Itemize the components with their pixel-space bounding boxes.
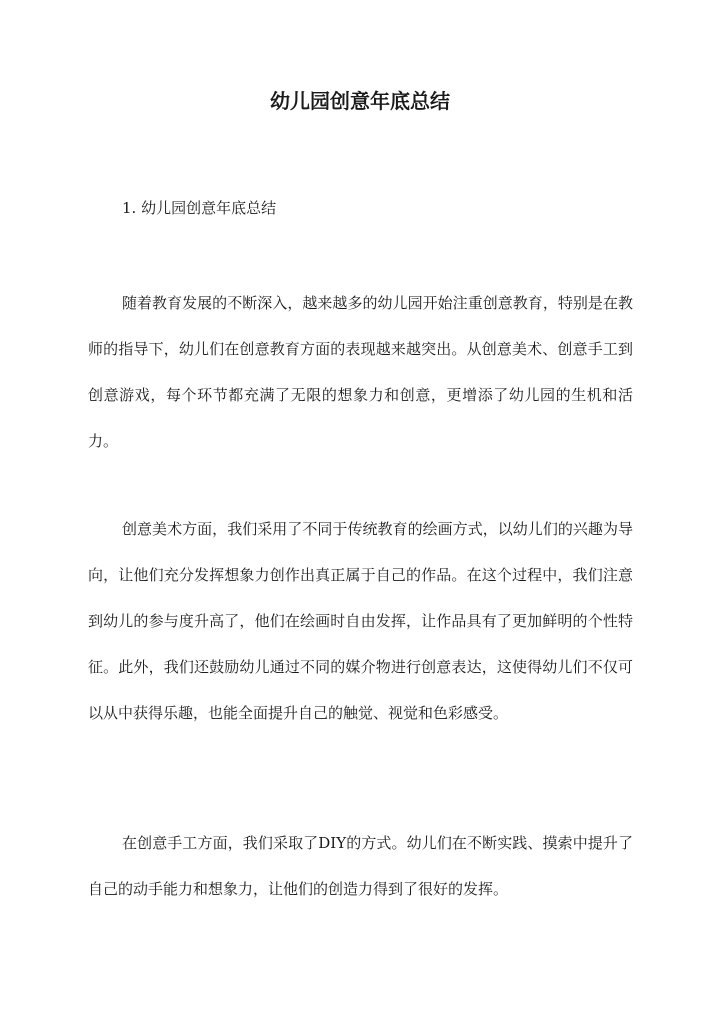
paragraph-creative-handcraft: 在创意手工方面，我们采取了DIY的方式。幼儿们在不断实践、摸索中提升了自己的动手能力和想象力，让他们的创造力得到了很好的发挥。 bbox=[88, 834, 633, 898]
paragraph-creative-art: 创意美术方面，我们采用了不同于传统教育的绘画方式，以幼儿们的兴趣为导向，让他们充分发挥想象力创作出真正属于自己的作品。在这个过程中，我们注意到幼儿的参与度升高了，他们在绘画时自由发挥，让作品具有了更加鲜明的个性特征。此外，我们还鼓励幼儿通过不同的媒介物进行创意表达，这使得幼儿们不仅可以从中获得乐趣，也能全面提升自己的触觉、视觉和色彩感受。 bbox=[88, 520, 633, 722]
paragraph-intro: 随着教育发展的不断深入，越来越多的幼儿园开始注重创意教育，特别是在教师的指导下，幼儿们在创意教育方面的表现越来越突出。从创意美术、创意手工到创意游戏，每个环节都充满了无限的想象力和创意，更增添了幼儿园的生机和活力。 bbox=[88, 294, 633, 450]
section-heading: 1. 幼儿园创意年底总结 bbox=[122, 199, 277, 217]
page-title: 幼儿园创意年底总结 bbox=[270, 89, 450, 113]
